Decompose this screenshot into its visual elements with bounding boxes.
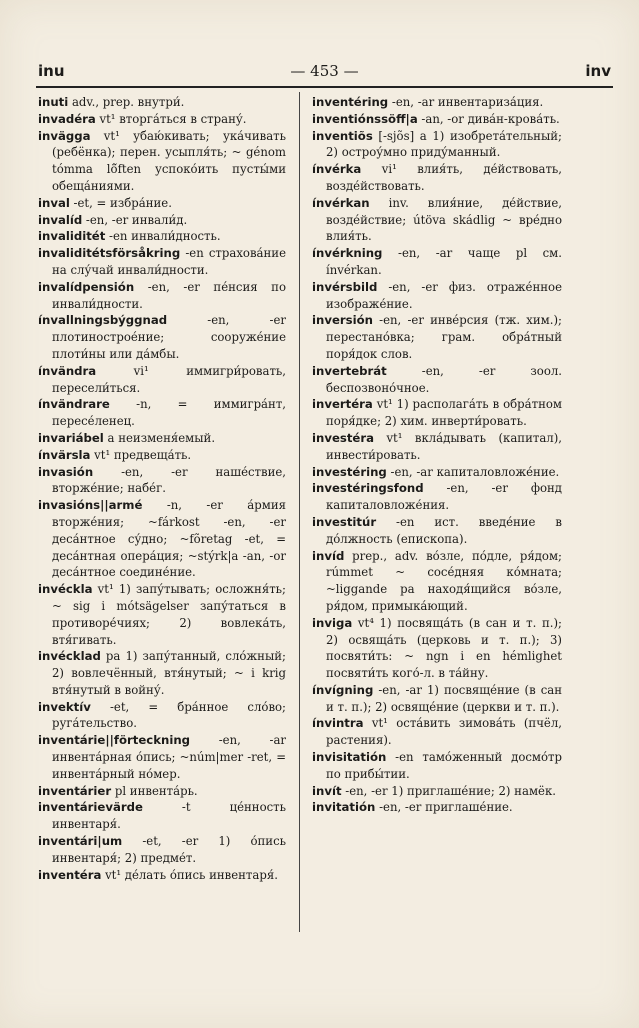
entry-definition: adv., prep. внутри́. (68, 95, 185, 109)
dictionary-entry (312, 615, 562, 682)
entry-headword: ínvärsla (38, 447, 91, 462)
entry-definition: -t це́нность инвентаря́. (52, 800, 286, 832)
entry-definition: vt¹ предвеща́ть. (90, 447, 192, 462)
dictionary-entry (38, 430, 286, 447)
entry-definition: -en, -er приглаше́ние. (375, 800, 513, 815)
dictionary-entry (38, 783, 286, 800)
entry-headword: inval (38, 195, 70, 210)
dictionary-entry (38, 833, 286, 867)
entry-definition: vt⁴ 1) посвяща́ть (в сан и т. п.); 2) освяща́ть (церковь и т. п.); 3) посвяти́ть: ~ ngn i en hémlighet посвяти́ть кого́-л. в та́йну. (326, 615, 562, 681)
entry-definition: -en, -er инвали́д. (82, 212, 188, 227)
entry-definition: -n, -er а́рмия вторже́ния; ~fárkost -en, -er деса́нтное су́дно; ~fõretag -et, = деса́нтная опера́ция; ~stýrk|a -an, -or деса́нтное соедине́ние. (52, 498, 286, 580)
entry-headword: investéring (312, 464, 387, 479)
entry-definition: -en, -er фонд капиталовложе́ния. (326, 481, 562, 513)
dictionary-entry (38, 94, 286, 111)
dictionary-entry (38, 212, 286, 229)
entry-headword: investitúr (312, 514, 377, 529)
dictionary-entry (38, 699, 286, 733)
header-left-guide-word: inu (38, 62, 65, 80)
entry-definition: vi¹ влия́ть, де́йствовать, возде́йствовать. (326, 162, 562, 193)
entry-definition: -n, = иммигра́нт, пересе́ленец. (52, 397, 286, 429)
entry-definition: vt¹ вкла́дывать (капитал), инвести́ровать. (326, 430, 562, 462)
entry-headword: inventárievärde (38, 800, 143, 815)
dictionary-entry (312, 111, 562, 128)
header-rule (36, 86, 613, 88)
entry-headword: invécklad (38, 649, 101, 664)
dictionary-entry (312, 161, 562, 195)
entry-definition: -en, -ar капиталовложе́ние. (386, 464, 560, 479)
entry-headword: ínvallningsbýggnad (38, 313, 168, 328)
dictionary-entry (312, 715, 562, 749)
entry-headword: ínvändra (38, 363, 97, 378)
entry-headword: inventéra (38, 867, 102, 882)
entry-headword: invaliditét (38, 229, 106, 244)
entry-headword: investéringsfond (312, 481, 424, 496)
entry-definition: vt¹ убаю́кивать; ука́чивать (ребёнка); перен. усыпля́ть; ~ génom tómma lö̃ften успоко́ить пусты́ми обеща́ниями. (52, 128, 286, 193)
entry-headword: ínvígning (312, 682, 374, 697)
dictionary-entry (312, 783, 562, 800)
entry-headword: inventiónssöff|a (312, 111, 418, 126)
dictionary-entry (312, 480, 562, 514)
entry-definition: vt¹ де́лать о́пись инвентаря́. (101, 867, 278, 882)
entry-definition: -en, -ar инвента́рная о́пись; ~núm|mer -ret, = инвента́рный но́мер. (52, 733, 286, 781)
entry-definition: -en, -er инве́рсия (тж. хим.); перестано́вка; грам. обра́тный поря́док слов. (326, 313, 562, 361)
entry-definition: -en, -er наше́ствие, вторже́ние; набе́г. (52, 464, 286, 496)
entry-definition: -en, -ar инвентариза́ция. (388, 95, 544, 109)
entry-definition: -en страхова́ние на слу́чай инвали́дности. (52, 246, 286, 277)
entry-definition: -en, -er плотинострое́ние; сооруже́ние плоти́ны или да́мбы. (52, 313, 286, 361)
entry-headword: invägga (38, 128, 91, 143)
entry-definition: vt¹ оста́вить зимова́ть (пчёл, растения). (326, 716, 562, 748)
dictionary-entry (38, 128, 286, 195)
dictionary-entry (38, 363, 286, 397)
entry-definition: [-sjõs] a 1) изобрета́тельный; 2) остроу́мно приду́манный. (326, 128, 562, 160)
dictionary-entry (312, 128, 562, 162)
entry-headword: ínvintra (312, 716, 364, 731)
entry-headword: ínvérkning (312, 246, 383, 261)
entry-headword: invektív (38, 699, 91, 714)
dictionary-entry (312, 749, 562, 783)
entry-headword: invít (312, 783, 342, 798)
entry-headword: invertebrát (312, 363, 387, 378)
entry-headword: invadéra (38, 111, 96, 126)
entry-definition: -an, -or дива́н-крова́ть. (417, 111, 560, 126)
entry-headword: inventári|um (38, 834, 123, 849)
dictionary-entry (312, 312, 562, 362)
dictionary-entry (312, 799, 562, 816)
dictionary-entry (38, 279, 286, 313)
dictionary-entry (312, 363, 562, 397)
entry-definition: -en тамо́женный досмо́тр по прибы́тии. (326, 750, 562, 781)
entry-headword: invasións||armé (38, 498, 143, 513)
dictionary-entry (38, 396, 286, 430)
entry-definition: -en, -er 1) приглаше́ние; 2) намёк. (341, 783, 556, 798)
dictionary-entry (38, 799, 286, 833)
column-divider (299, 92, 300, 932)
entry-headword: invalídpensión (38, 279, 135, 294)
entry-definition: -et, -er 1) о́пись инвентаря́; 2) предме́т. (52, 834, 286, 865)
entry-definition: -en, -ar чаще pl см. ínvérkan. (326, 246, 562, 277)
entry-definition: vt¹ 1) запу́тывать; осложня́ть; ~ sig i mótsägelser запу́таться в противоре́чиях; 2) вовлека́ть, втя́гивать. (52, 582, 286, 647)
page-header (38, 60, 611, 84)
dictionary-entry (312, 514, 562, 548)
entry-headword: invisitatión (312, 750, 387, 765)
entry-headword: invíd (312, 548, 345, 563)
entry-definition: pa 1) запу́танный, сло́жный; 2) вовлечённый, втя́нутый; ~ i krig втя́нутый в войну́. (52, 649, 286, 697)
entry-headword: inuti (38, 95, 69, 109)
entry-definition: -en, -er пе́нсия по инвали́дности. (52, 279, 286, 311)
entry-headword: invasión (38, 464, 94, 479)
entry-headword: invariábel (38, 430, 104, 445)
entry-definition: a неизменя́емый. (103, 430, 216, 445)
page-number: — 453 — (290, 62, 359, 80)
dictionary-entry (38, 648, 286, 698)
entry-headword: invitatión (312, 800, 376, 815)
entry-headword: ínvérka (312, 162, 362, 177)
entry-definition: prep., adv. во́зле, по́дле, ря́дом; rúmmet ~ сосе́дняя ко́мната; ~liggande pa находя́щийся во́зле, ря́дом, примыка́ющий. (326, 548, 562, 613)
dictionary-entry (38, 111, 286, 128)
dictionary-entry (38, 447, 286, 464)
dictionary-entry (38, 581, 286, 648)
entry-headword: invalíd (38, 212, 83, 227)
dictionary-entry (38, 195, 286, 212)
entry-headword: inversión (312, 313, 373, 328)
entry-definition: pl инвента́рь. (111, 783, 198, 798)
entry-definition: -en, -er физ. отраже́нное изображе́ние. (326, 279, 562, 311)
entry-definition: vt¹ 1) располага́ть в обра́тном поря́дке; 2) хим. инверти́ровать. (326, 397, 562, 429)
entry-definition: inv. влия́ние, де́йствие, возде́йствие; útöva skádlig ~ вре́дно влия́ть. (326, 195, 562, 244)
dictionary-entry (312, 430, 562, 464)
entry-headword: ínvérkan (312, 195, 370, 210)
dictionary-entry (312, 682, 562, 716)
entry-definition: vt¹ вторга́ться в страну́. (95, 111, 247, 126)
dictionary-entry (312, 195, 562, 245)
entry-headword: invertéra (312, 397, 373, 412)
right-column (312, 94, 562, 932)
entry-definition: -et, = бра́нное сло́во; руга́тельство. (52, 699, 286, 731)
entry-headword: inventiõs (312, 128, 373, 143)
entry-definition: -en инвали́дность. (105, 229, 221, 244)
entry-definition: -en ист. введе́ние в до́лжность (епископа). (326, 514, 562, 546)
dictionary-entry (312, 396, 562, 430)
entry-headword: invaliditétsförsåkring (38, 246, 181, 261)
entry-definition: -et, = избра́ние. (69, 195, 172, 210)
dictionary-entry (312, 464, 562, 481)
dictionary-entry (38, 732, 286, 782)
entry-headword: invérsbild (312, 279, 378, 294)
dictionary-entry (38, 867, 286, 884)
dictionary-entry (312, 245, 562, 279)
entry-headword: investéra (312, 430, 374, 445)
dictionary-entry (312, 94, 562, 111)
dictionary-entry (38, 464, 286, 498)
dictionary-entry (38, 312, 286, 362)
dictionary-entry (312, 279, 562, 313)
header-right-guide-word: inv (585, 62, 611, 80)
entry-headword: ínvändrare (38, 397, 110, 412)
entry-definition: vi¹ иммигри́ровать, пересели́ться. (52, 363, 286, 395)
entry-headword: inventárier (38, 783, 112, 798)
dictionary-entry (312, 548, 562, 615)
entry-headword: inviga (312, 615, 353, 630)
entry-definition: -en, -er зоол. беспозвоно́чное. (326, 363, 562, 395)
dictionary-entry (38, 228, 286, 245)
entry-headword: invéckla (38, 582, 93, 597)
left-column (38, 94, 286, 932)
dictionary-entry (38, 497, 286, 581)
entry-headword: inventéring (312, 95, 389, 109)
entry-definition: -en, -ar 1) посвяще́ние (в сан и т. п.); 2) освяще́ние (церкви и т. п.). (326, 682, 562, 714)
entry-headword: inventárie||förteckning (38, 733, 191, 748)
dictionary-entry (38, 245, 286, 279)
